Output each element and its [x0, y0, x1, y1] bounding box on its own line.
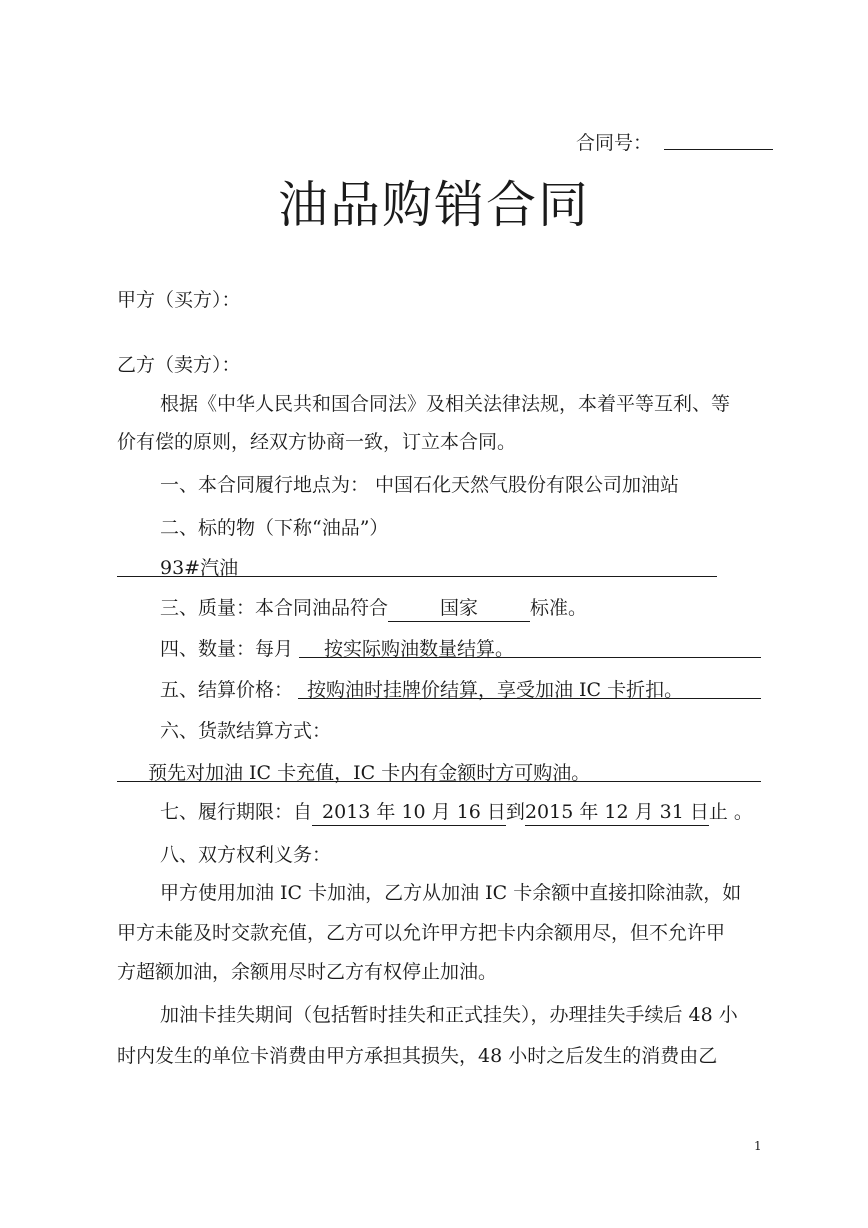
quality-value: 国家: [388, 595, 530, 622]
rights-para-2-line-2: 时内发生的单位卡消费由甲方承担其损失，48 小时之后发生的消费由乙: [117, 1045, 718, 1067]
term-label: 七、履行期限：自: [160, 801, 313, 823]
price-value: 按购油时挂牌价结算，享受加油 IC 卡折扣。: [307, 679, 684, 701]
price-underline: [298, 698, 761, 699]
goods-value: 93#汽油: [160, 557, 239, 579]
goods-underline: [117, 576, 717, 577]
clause-payment-method: 六、货款结算方式：: [160, 720, 332, 742]
term-start-date: 2013 年 10 月 16 日: [312, 799, 506, 826]
term-end-date: 2015 年 12 月 31 日: [525, 799, 709, 826]
clause-rights-obligations: 八、双方权利义务：: [160, 844, 332, 866]
rights-para-1-line-3: 方超额加油，余额用尽时乙方有权停止加油。: [117, 961, 498, 983]
party-a-label: 甲方（买方）：: [117, 289, 241, 311]
clause-subject-matter: 二、标的物（下称“油品”）: [160, 517, 389, 539]
term-suffix: 止 。: [708, 801, 753, 823]
clause-term: [160, 799, 753, 826]
rights-para-1-line-2: 甲方未能及时交款充值，乙方可以允许甲方把卡内余额用尽，但不允许甲: [117, 922, 726, 944]
quantity-underline: [299, 657, 761, 658]
quality-suffix: 标准。: [530, 597, 588, 619]
rights-para-2-line-1: 加油卡挂失期间（包括暂时挂失和正式挂失），办理挂失手续后 48 小: [160, 1004, 738, 1026]
clause-quantity: [160, 636, 514, 662]
quantity-label: 四、数量：每月: [160, 638, 294, 660]
payment-value: 预先对加油 IC 卡充值，IC 卡内有金额时方可购油。: [148, 762, 591, 784]
payment-underline: [117, 781, 761, 782]
party-b-label: 乙方（卖方）：: [117, 354, 241, 376]
quantity-value: 按实际购油数量结算。: [324, 638, 515, 660]
page-number: 1: [754, 1139, 762, 1153]
intro-line-1: 根据《中华人民共和国合同法》及相关法律法规，本着平等互利、等: [160, 393, 731, 415]
quality-label: 三、质量：本合同油品符合: [160, 597, 389, 619]
price-label: 五、结算价格：: [160, 679, 294, 701]
intro-line-2: 价有偿的原则，经双方协商一致，订立本合同。: [117, 431, 517, 453]
contract-number-label: 合同号：: [576, 132, 653, 154]
contract-number-blank: [664, 149, 773, 150]
document-title: 油品购销合同: [278, 176, 590, 234]
clause-quality: [160, 595, 587, 622]
clause-price: [160, 677, 683, 703]
term-to: 到: [505, 801, 525, 823]
rights-para-1-line-1: 甲方使用加油 IC 卡加油，乙方从加油 IC 卡余额中直接扣除油款，如: [160, 882, 742, 904]
clause-location: 一、本合同履行地点为： 中国石化天然气股份有限公司加油站: [160, 474, 680, 496]
